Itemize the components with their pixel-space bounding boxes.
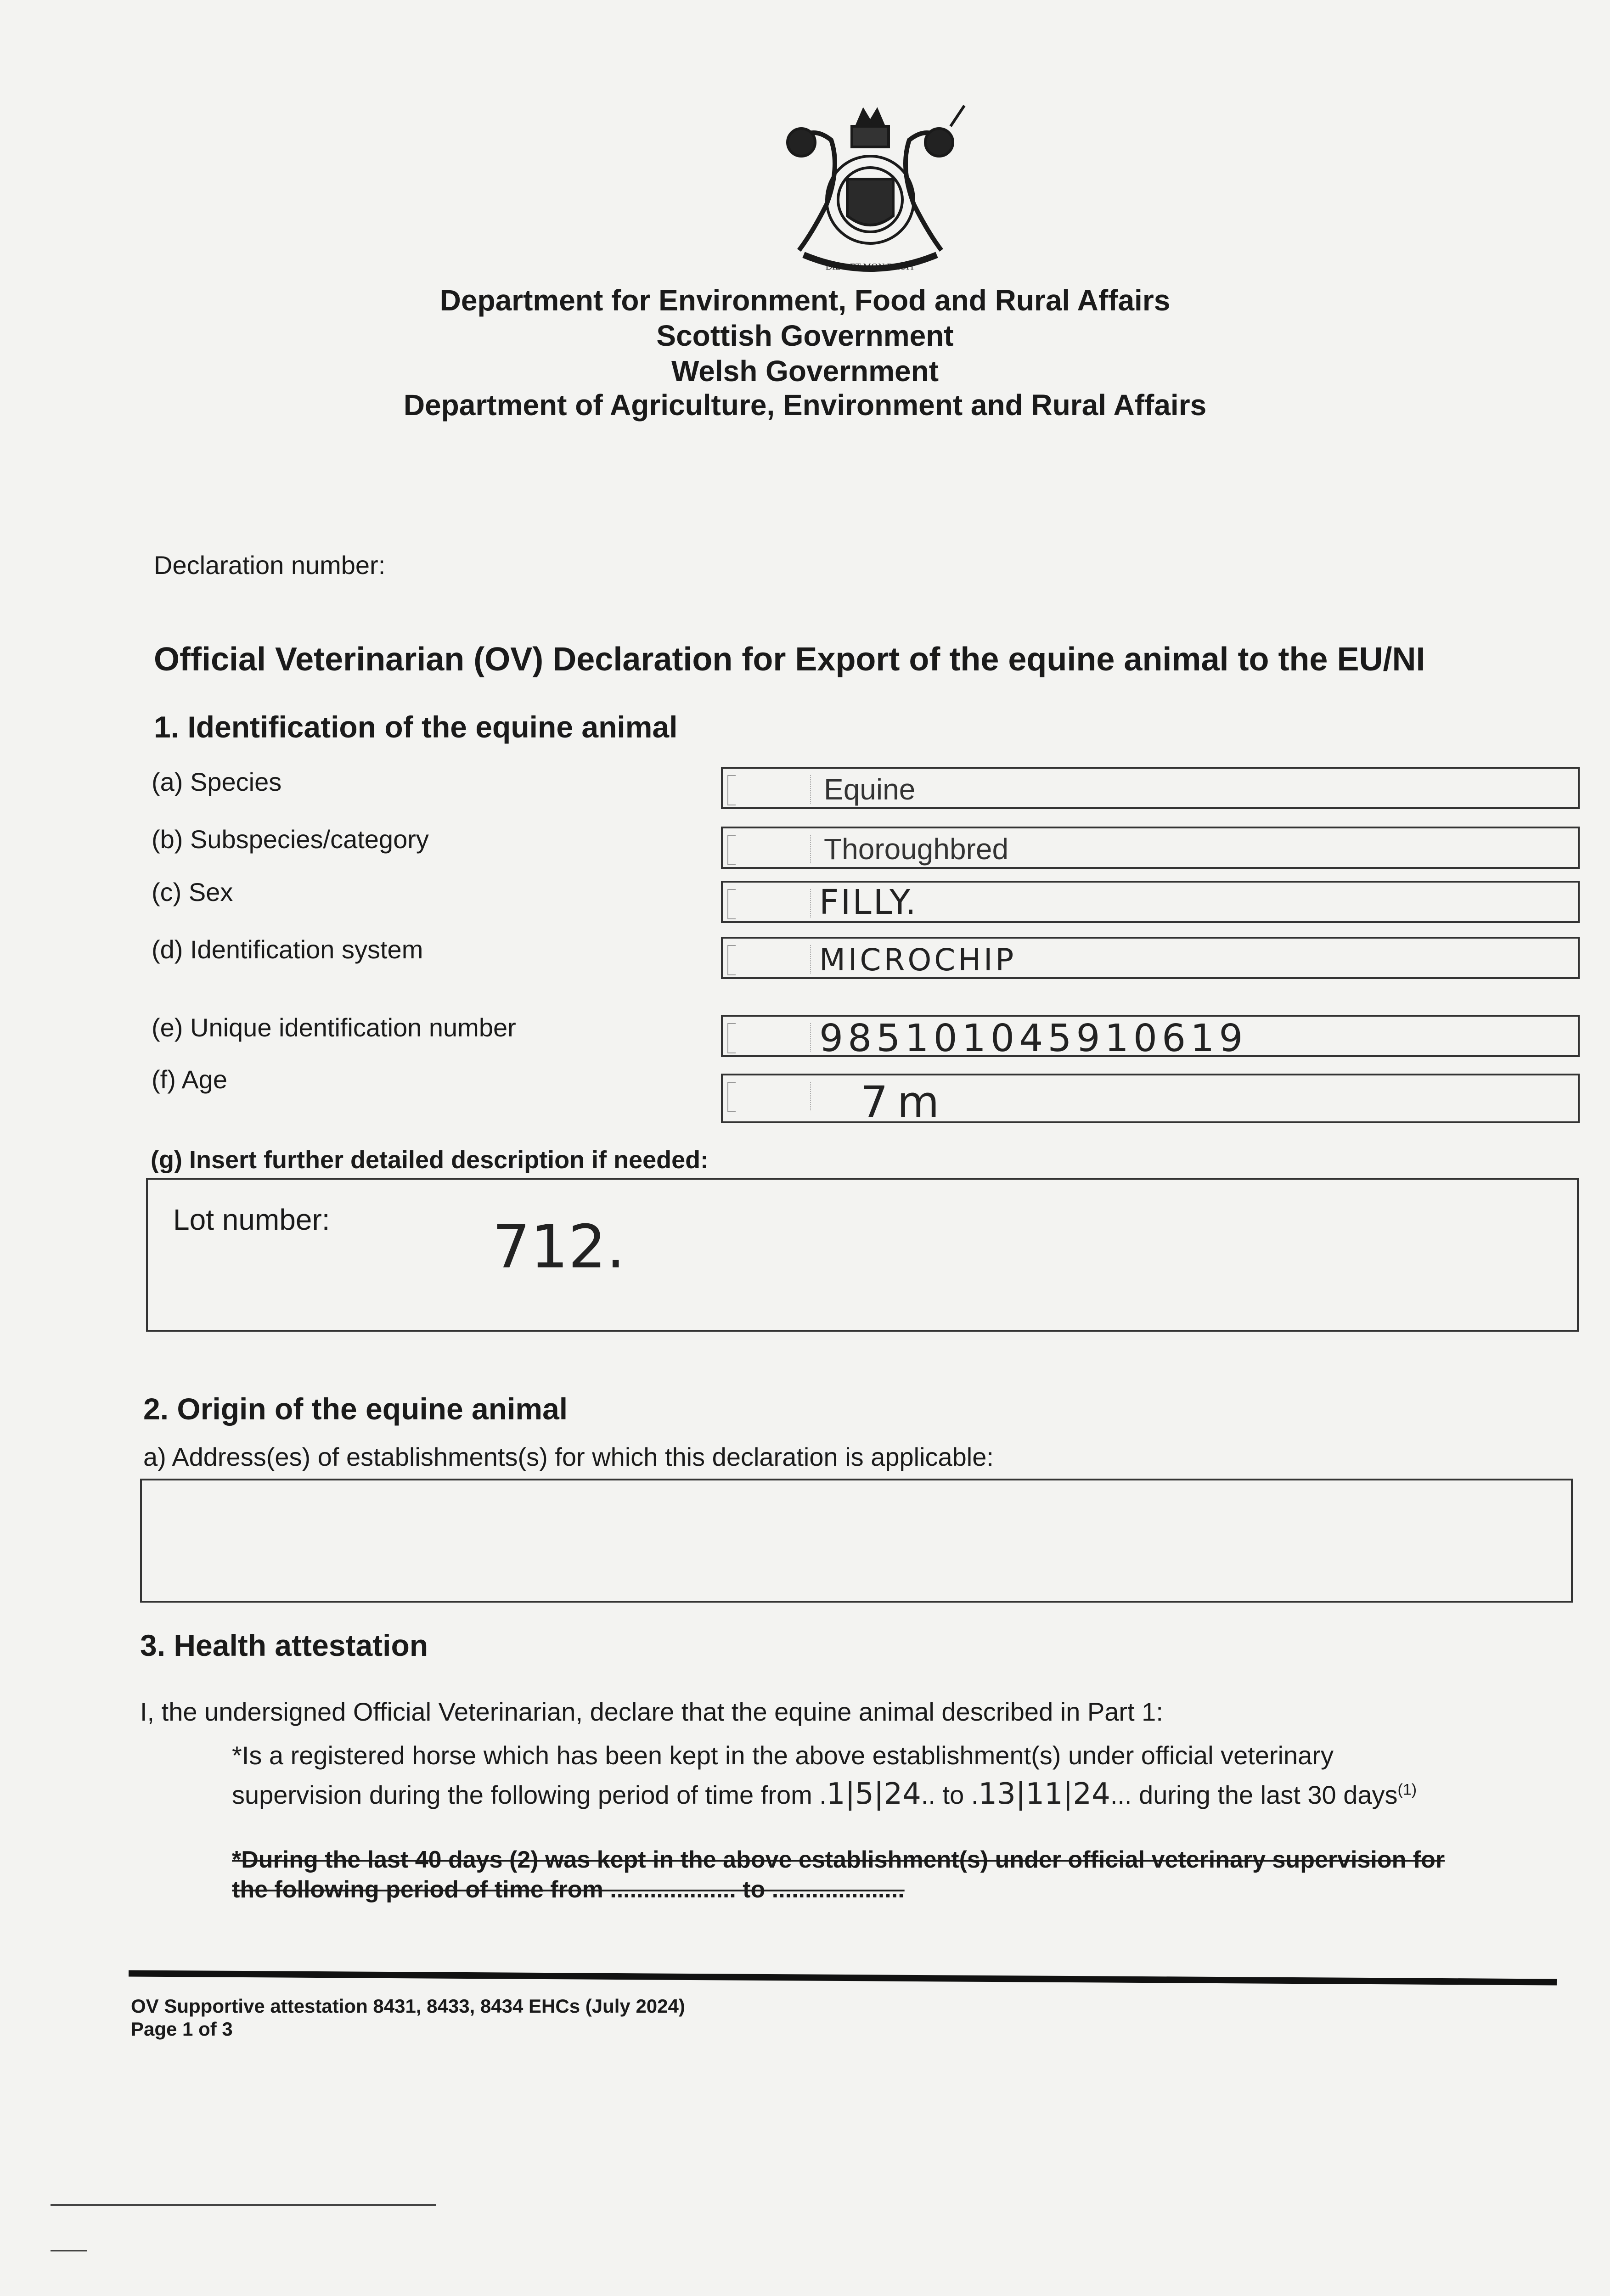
attestation-para1-end: ... during the last 30 days xyxy=(1110,1780,1398,1809)
attestation-para1-to: .. to . xyxy=(921,1780,979,1809)
footer-page-number: Page 1 of 3 xyxy=(131,2018,233,2040)
further-description-box[interactable] xyxy=(146,1178,1579,1332)
species-value: Equine xyxy=(824,773,916,806)
subspecies-label: (b) Subspecies/category xyxy=(152,825,429,854)
species-field[interactable] xyxy=(721,767,1580,809)
identification-system-value: MICROCHIP xyxy=(819,942,1017,978)
header-welsh-gov: Welsh Government xyxy=(671,355,939,388)
unique-id-value: 985101045910619 xyxy=(819,1017,1248,1060)
scan-artifact-line xyxy=(51,2204,436,2206)
attestation-para2-line2: the following period of time from ................... to .................... xyxy=(232,1876,905,1903)
declaration-number-label: Declaration number: xyxy=(154,551,386,580)
section1-heading: 1. Identification of the equine animal xyxy=(154,710,678,744)
identification-system-label: (d) Identification system xyxy=(152,935,423,964)
address-box[interactable] xyxy=(140,1479,1573,1603)
section3-heading: 3. Health attestation xyxy=(140,1628,428,1662)
header-scottish-gov: Scottish Government xyxy=(656,319,954,352)
unique-id-label: (e) Unique identification number xyxy=(152,1013,516,1042)
attestation-para1-line2 xyxy=(232,1777,1417,1811)
attestation-para2-line1: *During the last 40 days (2) was kept in the above establishment(s) under official veterinary supervision for xyxy=(232,1846,1445,1873)
sex-label: (c) Sex xyxy=(152,878,233,906)
sex-value: FILLY. xyxy=(819,883,918,922)
unique-id-field[interactable] xyxy=(721,1015,1580,1060)
section2-heading: 2. Origin of the equine animal xyxy=(143,1392,568,1426)
identification-system-field[interactable] xyxy=(721,937,1580,979)
lot-number-value: 712. xyxy=(492,1212,625,1282)
age-label: (f) Age xyxy=(152,1065,227,1094)
svg-text:DIEU ET MON DROIT: DIEU ET MON DROIT xyxy=(825,262,915,272)
page-title: Official Veterinarian (OV) Declaration for Export of the equine animal to the EU/NI xyxy=(154,641,1425,678)
attestation-para1-text: supervision during the following period of time from . xyxy=(232,1780,827,1809)
footer-attestation: OV Supportive attestation 8431, 8433, 8434 EHCs (July 2024) xyxy=(131,1995,685,2017)
subspecies-field[interactable] xyxy=(721,827,1580,869)
subspecies-value: Thoroughbred xyxy=(824,833,1009,866)
footer-divider xyxy=(129,1970,1557,1986)
age-value: 7m xyxy=(861,1077,949,1127)
royal-coat-of-arms-logo xyxy=(762,99,978,278)
sex-field[interactable] xyxy=(721,881,1580,923)
date-to-value: 13|11|24 xyxy=(978,1777,1110,1811)
date-from-value: 1|5|24 xyxy=(826,1777,921,1811)
header-defra: Department for Environment, Food and Rural Affairs xyxy=(439,284,1171,317)
header-daera: Department of Agriculture, Environment and Rural Affairs xyxy=(403,388,1207,422)
footnote-ref-1: (1) xyxy=(1397,1781,1417,1799)
attestation-para1-line1: *Is a registered horse which has been kept in the above establishment(s) under official veterinary xyxy=(232,1741,1334,1770)
age-field[interactable] xyxy=(721,1074,1580,1127)
lot-number-label: Lot number: xyxy=(173,1203,330,1236)
further-description-label: (g) Insert further detailed description if needed: xyxy=(151,1146,709,1174)
species-label: (a) Species xyxy=(152,767,282,796)
address-label: a) Address(es) of establishments(s) for which this declaration is applicable: xyxy=(143,1442,994,1471)
scan-artifact-mark xyxy=(51,2250,87,2251)
health-intro: I, the undersigned Official Veterinarian, declare that the equine animal described in Part 1: xyxy=(140,1697,1163,1726)
